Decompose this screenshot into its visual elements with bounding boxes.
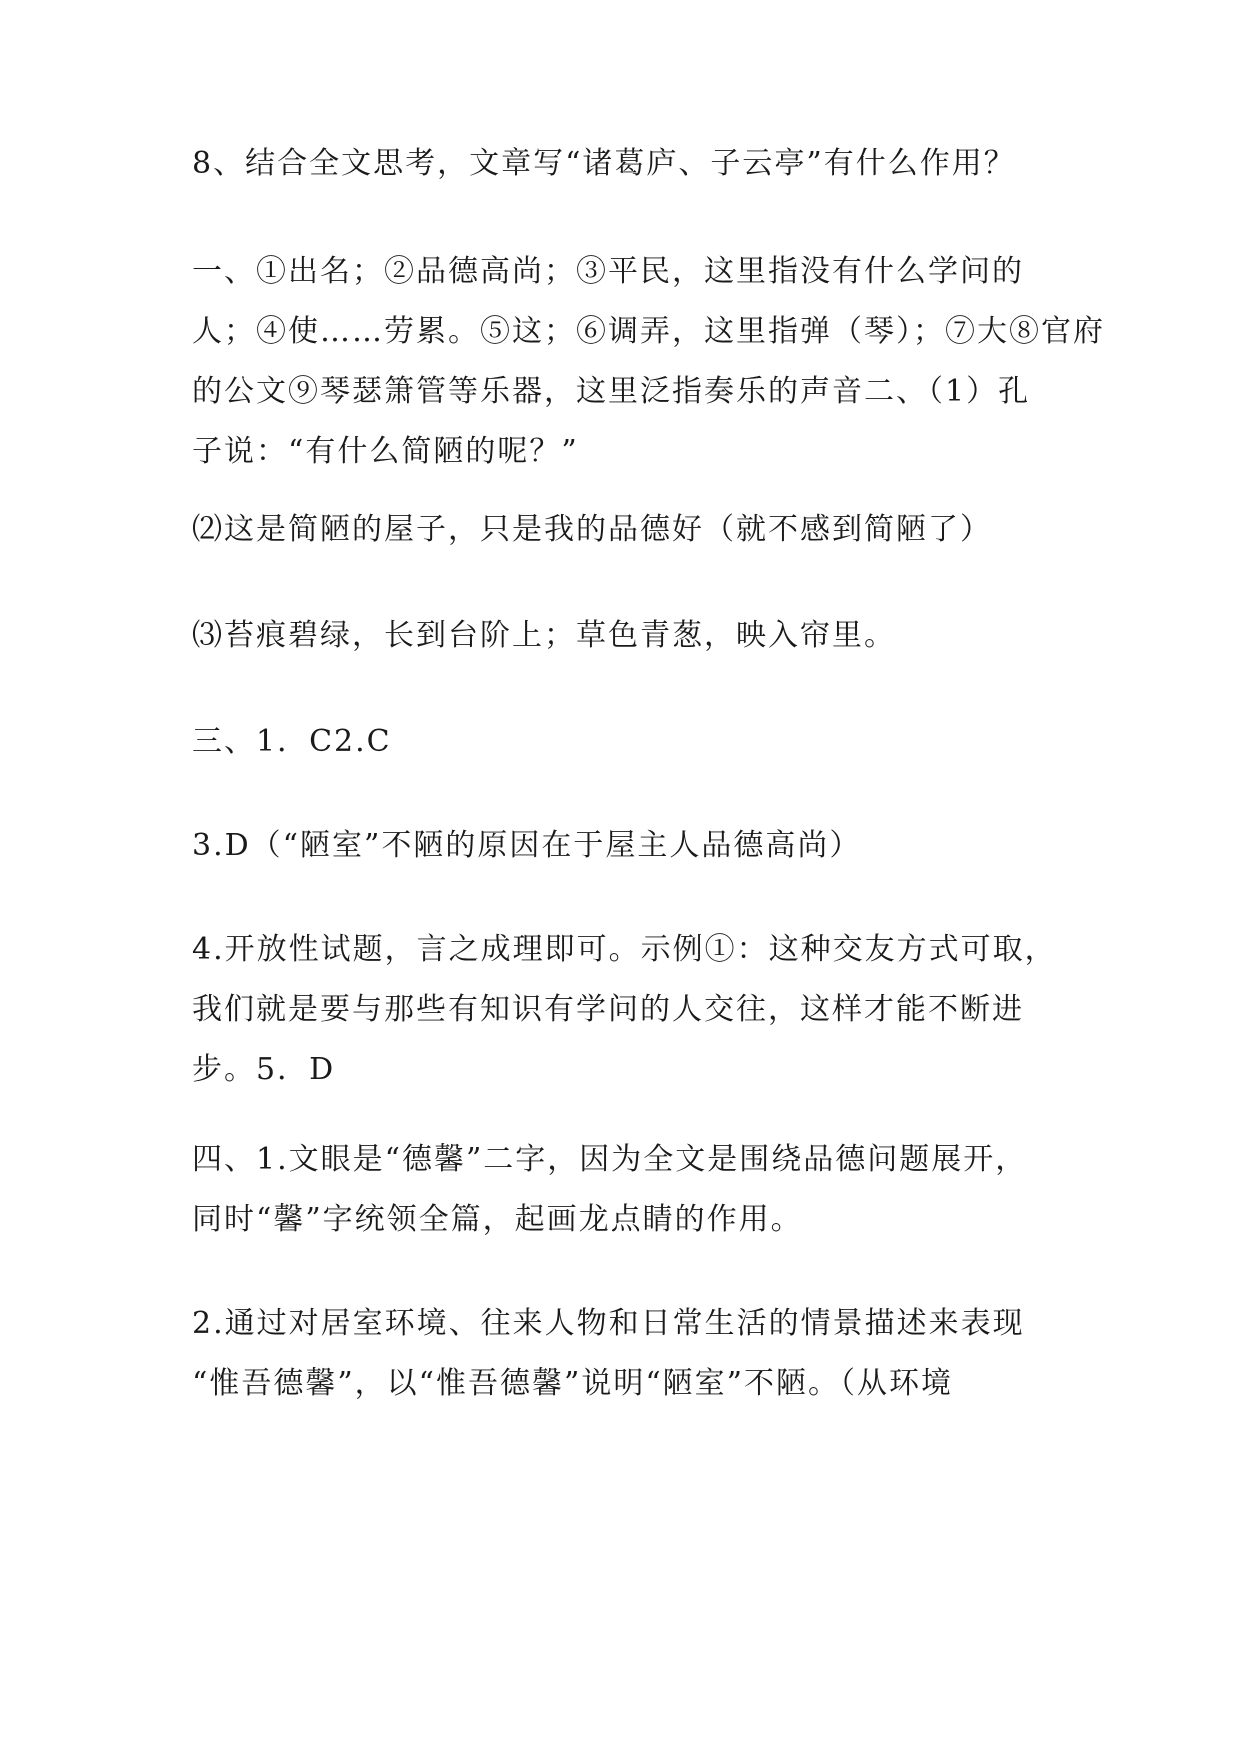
text-line: 8、结合全文思考，文章写“诸葛庐、子云亭”有什么作用？ [192, 146, 1016, 181]
answer-2-2-paragraph [192, 500, 1052, 560]
answer-2-3-paragraph [192, 606, 1052, 666]
text-line: “惟吾德馨”，以“惟吾德馨”说明“陋室”不陋。（从环境 [192, 1366, 954, 1401]
text-line: ⑵这是简陋的屋子，只是我的品德好（就不感到简陋了） [192, 512, 992, 547]
text-line: 四、1.文眼是“德馨”二字，因为全文是围绕品德问题展开， [192, 1142, 1028, 1177]
text-line: 同时“馨”字统领全篇，起画龙点睛的作用。 [192, 1202, 803, 1237]
text-line: 三、1．C2.C [192, 724, 392, 759]
answer-3-1-2-paragraph [192, 712, 1052, 772]
text-line: 步。5．D [192, 1052, 336, 1087]
text-line: 3.D（“陋室”不陋的原因在于屋主人品德高尚） [192, 828, 862, 863]
text-line: 人；④使……劳累。⑤这；⑥调弄，这里指弹（琴）；⑦大⑧官府 [192, 314, 1105, 349]
answer-section-1-paragraph [192, 242, 1105, 482]
answer-4-2-paragraph [192, 1294, 1052, 1414]
answer-4-1-paragraph [192, 1130, 1052, 1250]
text-line: 一、①出名；②品德高尚；③平民，这里指没有什么学问的 [192, 254, 1024, 289]
answer-3-3-paragraph [192, 816, 1052, 876]
answer-3-4-5-paragraph [192, 920, 1057, 1100]
text-line: 4.开放性试题，言之成理即可。示例①：这种交友方式可取， [192, 932, 1057, 967]
text-line: ⑶苔痕碧绿，长到台阶上；草色青葱，映入帘里。 [192, 618, 896, 653]
text-line: 子说：“有什么简陋的呢？” [192, 434, 579, 469]
text-line: 2.通过对居室环境、往来人物和日常生活的情景描述来表现 [192, 1306, 1025, 1341]
text-line: 我们就是要与那些有知识有学问的人交往，这样才能不断进 [192, 992, 1024, 1027]
text-line: 的公文⑨琴瑟箫管等乐器，这里泛指奏乐的声音二、（1）孔 [192, 374, 1031, 409]
question-8-paragraph [192, 134, 1052, 194]
